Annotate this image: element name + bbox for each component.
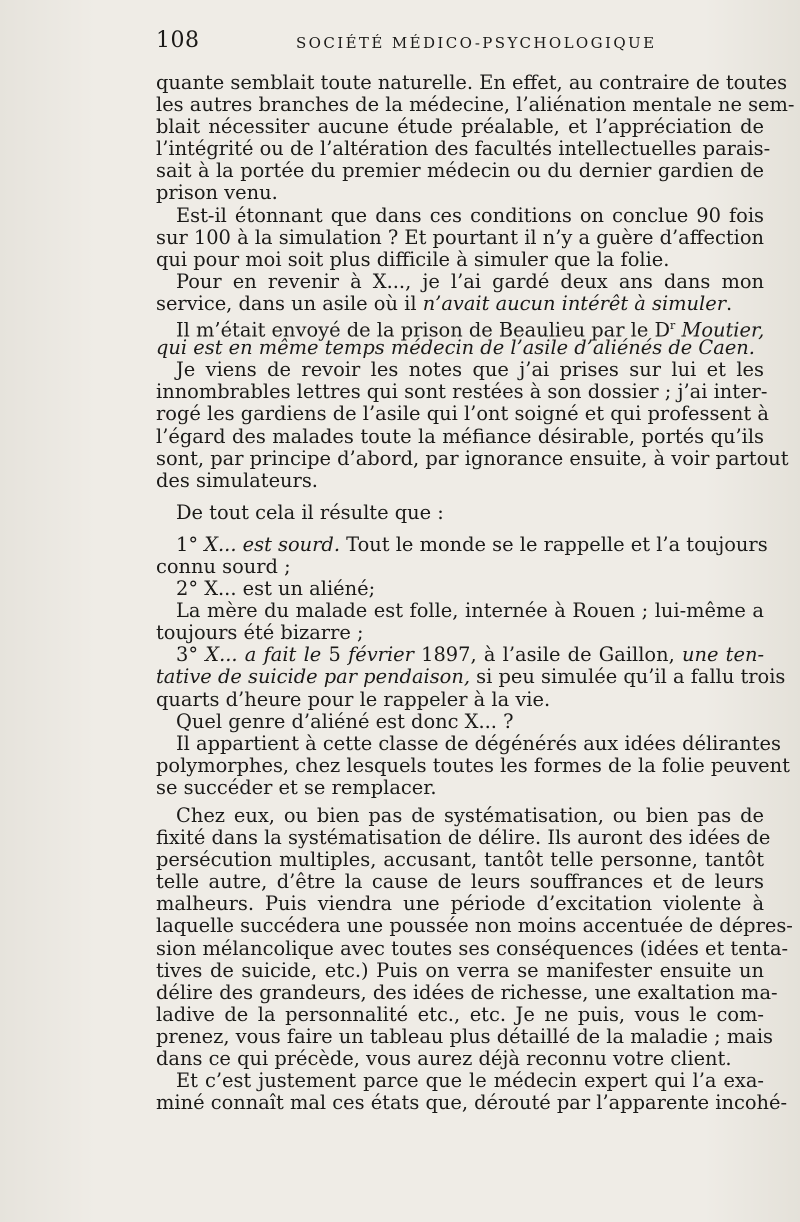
text-line: Est-il étonnant que dans ces conditions on conclue 90 fois (176, 203, 764, 227)
page-header (156, 28, 760, 64)
text-line: qui pour moi soit plus difficile à simuler que la folie. (156, 247, 670, 271)
running-title: SOCIÉTÉ MÉDICO-PSYCHOLOGIQUE (296, 34, 657, 52)
text-line: Chez eux, ou bien pas de systématisation, ou bien pas de (176, 804, 764, 827)
text-line: 2° X... est un aliéné; (176, 577, 376, 601)
text-line: laquelle succédera une poussée non moins accentuée de dépres- (156, 914, 793, 938)
text-line: délire des grandeurs, des idées de richesse, une exaltation ma- (156, 980, 778, 1004)
text-line: Quel genre d’aliéné est donc X... ? (176, 709, 514, 733)
text-line: prison venu. (156, 181, 278, 205)
text-line: quarts d’heure pour le rappeler à la vie. (156, 687, 551, 711)
text-line: l’égard des malades toute la méfiance désirable, portés qu’ils (156, 424, 764, 448)
text-line: sur 100 à la simulation ? Et pourtant il n’y a guère d’affection (156, 225, 764, 249)
text-line: Il m’était envoyé de la prison de Beaulieu par le $D^r$ Moutier, (176, 318, 765, 342)
text-line: connu sourd ; (156, 554, 291, 578)
text-line: ladive de la personnalité etc., etc. Je ne puis, vous le com- (156, 1002, 764, 1026)
text-line: service, dans un asile où il n’avait aucun intérêt à simuler. (156, 291, 733, 315)
text-line: Il appartient à cette classe de dégénérés aux idées délirantes (176, 731, 781, 755)
text-line: qui est en même temps médecin de l’asile d’aliénés de Caen. (156, 336, 755, 360)
text-line: innombrables lettres qui sont restées à son dossier ; j’ai inter- (156, 380, 768, 404)
body-text (156, 71, 795, 1115)
text-line: Pour en revenir à X..., je l’ai gardé deux ans dans mon (176, 269, 764, 293)
text-line: se succéder et se remplacer. (156, 775, 437, 799)
text-line: 3° X... a fait le 5 février 1897, à l’asile de Gaillon, une ten- (176, 643, 764, 667)
text-line: fixité dans la systématisation de délire. Ils auront des idées de (156, 826, 771, 850)
text-line: tative de suicide par pendaison, si peu simulée qu’il a fallu trois (156, 665, 786, 689)
text-line: les autres branches de la médecine, l’aliénation mentale ne sem- (156, 93, 795, 117)
text-line: quante semblait toute naturelle. En effet, au contraire de toutes (156, 71, 788, 94)
text-line: polymorphes, chez lesquels toutes les formes de la folie peuvent (156, 753, 790, 777)
text-line: sont, par principe d’abord, par ignorance ensuite, à voir partout (156, 446, 789, 470)
text-line: 1° X... est sourd. Tout le monde se le rappelle et l’a toujours (176, 532, 768, 556)
text-line: des simulateurs. (156, 468, 318, 492)
text-line: persécution multiples, accusant, tantôt telle personne, tantôt (156, 848, 764, 872)
text-line: Et c’est justement parce que le médecin expert qui l’a exa- (176, 1069, 764, 1093)
text-line: tives de suicide, etc.) Puis on verra se manifester ensuite un (156, 958, 764, 982)
text-line: toujours été bizarre ; (156, 621, 364, 645)
page-number: 108 (156, 28, 200, 53)
text-line: sion mélancolique avec toutes ses conséquences (idées et tenta- (156, 936, 789, 960)
text-line: Je viens de revoir les notes que j’ai prises sur lui et les (176, 358, 764, 382)
text-line: sait à la portée du premier médecin ou du dernier gardien de (156, 159, 764, 183)
text-line: malheurs. Puis viendra une période d’excitation violente à (156, 892, 764, 916)
text-line: La mère du malade est folle, internée à Rouen ; lui-même a (176, 599, 764, 623)
text-line: rogé les gardiens de l’asile qui l’ont soigné et qui professent à (156, 402, 769, 426)
text-line: miné connaît mal ces états que, dérouté par l’apparente incohé- (156, 1091, 788, 1115)
text-line: prenez, vous faire un tableau plus détaillé de la maladie ; mais (156, 1024, 773, 1048)
text-line: dans ce qui précède, vous aurez déjà reconnu votre client. (156, 1047, 732, 1071)
text-line: l’intégrité ou de l’altération des facultés intellectuelles parais- (156, 137, 771, 161)
text-line: telle autre, d’être la cause de leurs souffrances et de leurs (156, 870, 764, 894)
text-line: De tout cela il résulte que : (176, 500, 444, 524)
text-line: blait nécessiter aucune étude préalable, et l’appréciation de (156, 115, 764, 139)
